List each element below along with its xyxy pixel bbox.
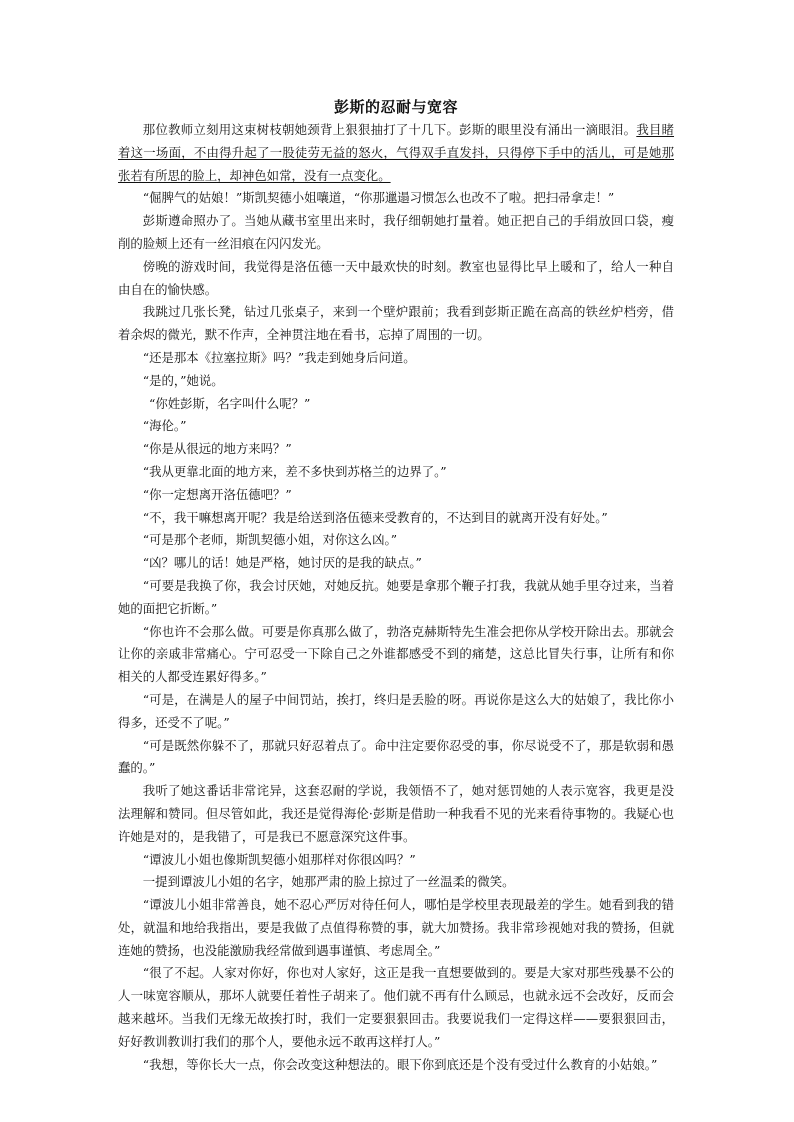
paragraph-21: “谭波儿小姐也像斯凯契德小姐那样对你很凶吗？” [142, 851, 416, 867]
paragraph-8: “你姓彭斯，名字叫什么呢？” [149, 395, 311, 411]
paragraph-9: “海伦。” [142, 418, 187, 434]
paragraph-22: 一提到谭波儿小姐的名字，她那严肃的脸上掠过了一丝温柔的微笑。 [142, 874, 515, 890]
paragraph-15: “凶？哪儿的话！她是严格，她讨厌的是我的缺点。” [142, 555, 422, 571]
paragraph-20: 我听了她这番话非常诧异，这套忍耐的学说，我领悟不了，她对惩罚她的人表示宽容，我更是没法理解和赞同。但尽管如此，我还是觉得海伦·彭斯是借助一种我看不见的光来看待事物的。我疑心也许她是对的，是我错了，可是我已不愿意深究这件事。 [118, 783, 674, 844]
paragraph-2: “倔脾气的姑娘！”斯凯契德小姐嚷道，“你那邋遢习惯怎么也改不了啦。把扫帚拿走！” [142, 190, 615, 206]
paragraph-5: 我跳过几张长凳，钻过几张桌子，来到一个壁炉跟前；我看到彭斯正跪在高高的铁丝炉档旁，借着余烬的微光，默不作声，全神贯注地在看书，忘掉了周围的一切。 [118, 304, 674, 343]
paragraph-13: “不，我干嘛想离开呢？我是给送到洛伍德来受教育的，不达到目的就离开没有好处。” [142, 509, 608, 525]
document-title: 彭斯的忍耐与宽容 [333, 98, 458, 116]
paragraph-10: “你是从很远的地方来吗？” [142, 441, 292, 457]
paragraph-16: “可要是我换了你，我会讨厌她，对她反抗。她要是拿那个鞭子打我，我就从她手里夺过来，当着她的面把它折断。” [118, 577, 674, 616]
paragraph-4: 傍晚的游戏时间，我觉得是洛伍德一天中最欢快的时刻。教室也显得比早上暖和了，给人一种自由自在的愉快感。 [118, 258, 674, 297]
document-page [118, 96, 674, 1076]
paragraph-25: “我想，等你长大一点，你会改变这种想法的。眼下你到底还是个没有受过什么教育的小姑娘。” [142, 1056, 658, 1072]
paragraph-24: “很了不起。人家对你好，你也对人家好，这正是我一直想要做到的。要是大家对那些残暴不公的人一味宽容顺从，那坏人就要任着性子胡来了。他们就不再有什么顾忌，也就永远不会改好，反而会越来越坏。当我们无缘无故挨打时，我们一定要狠狠回击。我要说我们一定得这样——要狠狠回击，好好教训教训打我们的那个人，要他永远不敢再这样打人。” [118, 965, 674, 1049]
paragraph-23: “谭波儿小姐非常善良，她不忍心严厉对待任何人，哪怕是学校里表现最差的学生。她看到我的错处，就温和地给我指出，要是我做了点值得称赞的事，就大加赞扬。我非常珍视她对我的赞扬，但就连她的赞扬，也没能激励我经常做到遇事谨慎、考虑周全。” [118, 897, 674, 958]
paragraph-3: 彭斯遵命照办了。当她从藏书室里出来时，我仔细朝她打量着。她正把自己的手绢放回口袋，瘦削的脸颊上还有一丝泪痕在闪闪发光。 [118, 213, 674, 251]
paragraph-1 [118, 119, 674, 187]
paragraph-14: “可是那个老师，斯凯契德小姐，对你这么凶。” [142, 532, 398, 548]
paragraph-18: “可是，在满是人的屋子中间罚站，挨打，终归是丢脸的呀。再说你是这么大的姑娘了，我比你小得多，还受不了呢。” [118, 691, 674, 730]
paragraph-1-text: 那位教师立刻用这束树枝朝她颈背上狠狠抽打了十几下。彭斯的眼里没有涌出一滴眼泪。 [142, 122, 637, 137]
paragraph-6: “还是那本《拉塞拉斯》吗？”我走到她身后问道。 [142, 349, 416, 365]
paragraph-17: “你也许不会那么做。可要是你真那么做了，勃洛克赫斯特先生准会把你从学校开除出去。那就会让你的亲戚非常痛心。宁可忍受一下除自己之外谁都感受不到的痛楚，这总比冒失行事，让所有和你相关的人都受连累好得多。” [118, 623, 674, 685]
paragraph-19: “可是既然你躲不了，那就只好忍着点了。命中注定要你忍受的事，你尽说受不了，那是软弱和愚蠢的。” [118, 737, 674, 776]
paragraph-7: “是的，”她说。 [142, 372, 224, 388]
paragraph-12: “你一定想离开洛伍德吧？” [142, 486, 292, 502]
underlined-passage: 我目睹着这一场面，不由得升起了一股徒劳无益的怒火，气得双手直发抖，只得停下手中的活儿，可是她那张若有所思的脸上，却神色如常，没有一点变化。 [118, 122, 675, 183]
paragraph-11: “我从更靠北面的地方来，差不多快到苏格兰的边界了。” [142, 463, 447, 479]
